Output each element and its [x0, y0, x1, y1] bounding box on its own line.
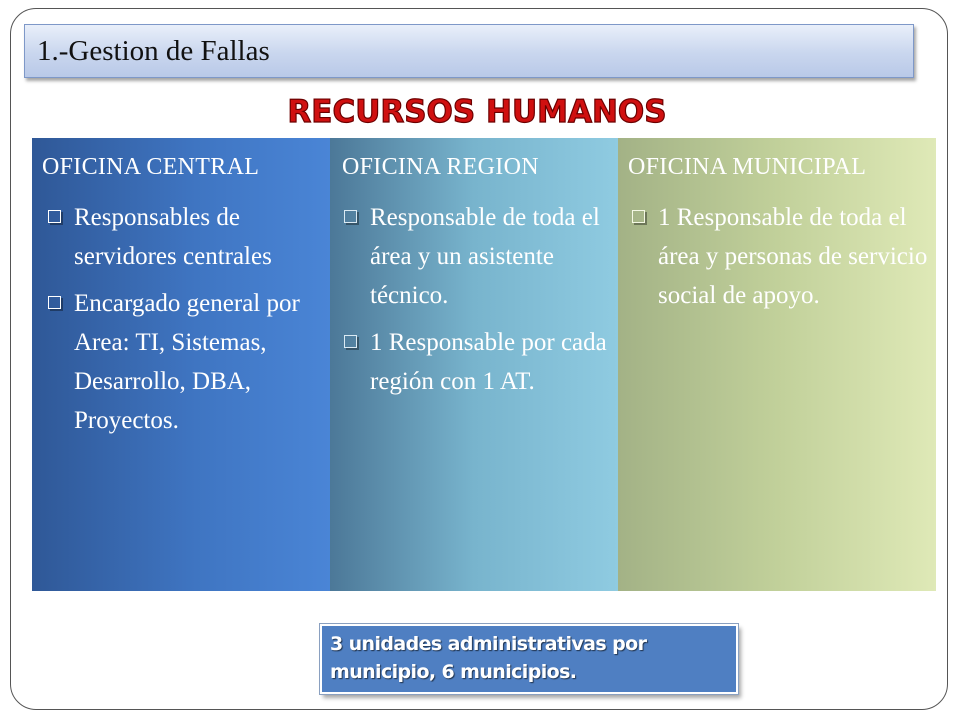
bullet-list — [628, 198, 928, 323]
square-bullet-icon — [48, 210, 61, 223]
square-bullet-icon — [344, 335, 357, 348]
column-header: OFICINA CENTRAL — [42, 154, 260, 180]
bullet-text: Responsable de toda el área y un asistente técnico. — [370, 204, 600, 309]
heading-text: RECURSOS HUMANOS — [287, 94, 667, 130]
list-item — [628, 198, 928, 315]
column-oficina-region — [330, 138, 618, 591]
square-bullet-icon — [344, 210, 357, 223]
title-bar — [24, 24, 914, 78]
bullet-text: Encargado general por Area: TI, Sistemas, Desarrollo, DBA, Proyectos. — [74, 290, 300, 434]
square-bullet-icon — [48, 296, 61, 309]
bullet-list — [44, 198, 324, 448]
bullet-list — [340, 198, 612, 409]
bullet-text: 1 Responsable por cada región con 1 AT. — [370, 329, 607, 395]
square-bullet-icon — [632, 210, 645, 223]
bullet-text: 1 Responsable de toda el área y personas de servicio social de apoyo. — [658, 204, 928, 309]
column-oficina-central — [32, 138, 330, 591]
column-header: OFICINA MUNICIPAL — [628, 154, 867, 180]
footer-text: 3 unidades administrativas por municipio, 6 municipios. — [330, 633, 647, 683]
footer-callout — [320, 624, 738, 694]
list-item — [44, 284, 324, 440]
column-oficina-municipal — [618, 138, 936, 591]
column-header: OFICINA REGION — [342, 154, 539, 180]
heading-svg — [287, 88, 667, 132]
heading-wordart — [287, 88, 667, 132]
list-item — [340, 198, 612, 315]
list-item — [44, 198, 324, 276]
list-item — [340, 323, 612, 401]
bullet-text: Responsables de servidores centrales — [74, 204, 272, 270]
slide-title: 1.-Gestion de Fallas — [37, 35, 270, 67]
